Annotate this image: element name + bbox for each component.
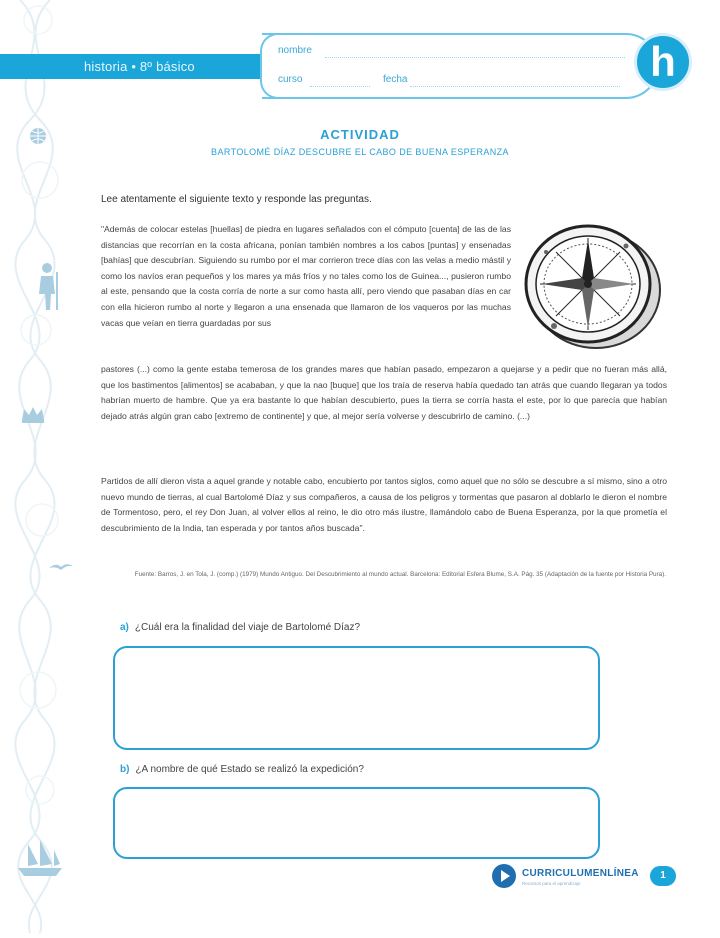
explorer-figure-icon <box>33 262 63 312</box>
question-a-letter: a) <box>120 622 129 633</box>
source-citation: Fuente: Barros, J. en Tola, J. (comp.) (1979) Mundo Antiguo. Del Descubrimiento al mundo actual. Barcelona: Editorial Esfera Blume, S.A. Pág. 35 (Adaptación de la fuente por Historia Pura). <box>134 571 666 578</box>
curriculum-brand: CURRICULUMENLÍNEA <box>522 868 639 879</box>
quote-text-part2: pastores (...) como la gente estaba temerosa de los grandes mares que habían pasado, empezaron a quejarse y a pedir que no fueran más allá, que los bastimentos [alimentos] se acababan, y que la nao [buque] que los traía de reserva había quedado tan atrás que cuando llegaran ya todos habrían muerto de hambre. Que ya era bastante lo que habían descubierto, pues la tierra se corría hasta el este, por lo que parecía que habían dejado atrás algún gran cabo [extremo de continente] y que, al mejor sería volverse y descubrirlo de camino. (...) <box>101 364 667 421</box>
answer-box-b[interactable] <box>113 787 600 859</box>
curriculum-logo[interactable] <box>492 864 642 890</box>
date-label: fecha <box>383 74 408 85</box>
question-b <box>120 764 364 775</box>
answer-box-a[interactable] <box>113 646 600 750</box>
question-a <box>120 622 360 633</box>
subject-label: historia • 8º básico <box>84 59 195 74</box>
compass-rose-illustration <box>516 216 666 356</box>
quote-paragraph-2: Partidos de allí dieron vista a aquel grande y notable cabo, encubierto por tantos siglos, como aquel que no sólo se descubre a sí mismo, sino a otro nuevo mundo de tierras, al cual Bartolomé Díaz y sus compañeros, a causa de los peligros y tormentas que pasaron al doblarlo le dieron el nombre de Tormentoso, pero, el rey Don Juan, al volver ellos al reino, le dio otro más ilustre, llamándolo cabo de Buena Esperanza, por la que prometía el descubrimiento de la India, tan esperada y por tantos años buscada". <box>101 476 667 533</box>
page-number: 1 <box>650 866 676 886</box>
ship-icon <box>14 838 66 880</box>
course-label: curso <box>278 74 303 85</box>
name-field[interactable] <box>325 57 625 58</box>
play-icon <box>492 864 516 888</box>
student-info-box <box>262 33 659 99</box>
course-field[interactable] <box>310 86 370 87</box>
curriculum-tagline: Recursos para el aprendizaje <box>522 881 581 886</box>
name-label: nombre <box>278 45 312 56</box>
activity-title: ACTIVIDAD <box>320 127 400 142</box>
activity-subtitle: BARTOLOMÉ DÍAZ DESCUBRE EL CABO DE BUENA ESPERANZA <box>211 147 509 157</box>
question-b-text: ¿A nombre de qué Estado se realizó la expedición? <box>135 764 364 775</box>
bird-icon <box>48 560 74 574</box>
quote-text-part1: "Además de colocar estelas [huellas] de piedra en lugares señalados con el cómputo [cuenta] de las de las distancias que recorrían en la costa africana, ponían también nombres a los cabos [puntas] y ensenadas [bahías] que descubrían. Siguiendo su rumbo por el mar corrieron trece días con las velas a medio mástil y como los navíos eran pequeños y los mares ya más fríos y no tales como los de Guinea..., pusieron rumbo al este, pensando que la costa corría de norte a sur como hasta allí, pero viendo que pasaban días en car con ella hicieron rumbo al norte y llegaron a una ensenada que llamaron de los vaqueros por las muchas vacas que veían en tierra guardadas por sus <box>101 224 511 328</box>
date-field[interactable] <box>410 86 620 87</box>
crown-icon <box>20 404 46 424</box>
question-b-letter: b) <box>120 764 130 775</box>
historia-logo: h <box>634 33 692 91</box>
question-a-text: ¿Cuál era la finalidad del viaje de Bartolomé Díaz? <box>134 622 361 633</box>
instruction-text: Lee atentamente el siguiente texto y responde las preguntas. <box>101 194 372 205</box>
